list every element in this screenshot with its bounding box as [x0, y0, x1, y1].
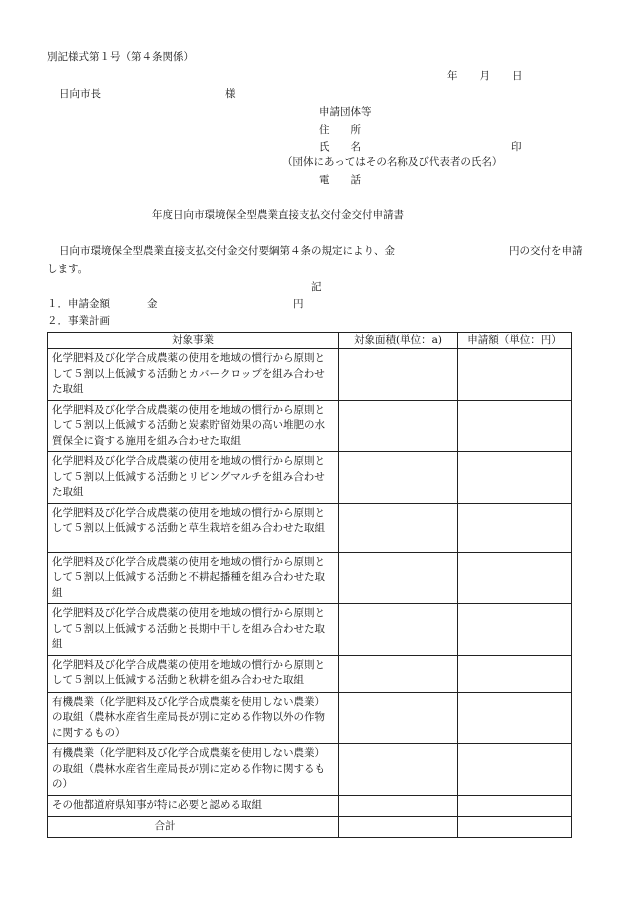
table-total-row — [48, 816, 572, 837]
row-amount-cell[interactable] — [458, 400, 572, 452]
total-label: 合計 — [48, 816, 339, 837]
ki-heading: 記 — [311, 281, 322, 293]
row-area-cell[interactable] — [339, 604, 458, 656]
row-amount-cell[interactable] — [458, 604, 572, 656]
row-amount-cell[interactable] — [458, 655, 572, 692]
date-year: 年 — [447, 70, 458, 82]
row-item-label: 化学肥料及び化学合成農薬の使用を地域の慣行から原則として５割以上低減する活動と不耕起播種を組み合わせた取組 — [48, 552, 339, 604]
row-area-cell[interactable] — [339, 692, 458, 744]
applicant-note: （団体にあってはその名称及び代表者の氏名） — [282, 156, 503, 168]
row-area-cell[interactable] — [339, 452, 458, 504]
document-title: 年度日向市環境保全型農業直接支払交付金交付申請書 — [152, 209, 404, 221]
applicant-address-label: 住 所 — [319, 124, 361, 136]
row-area-cell[interactable] — [339, 400, 458, 452]
table-row — [48, 744, 572, 796]
form-number: 別記様式第１号（第４条関係） — [47, 51, 194, 63]
table-row — [48, 452, 572, 504]
row-area-cell[interactable] — [339, 349, 458, 401]
row-item-label: 有機農業（化学肥料及び化学合成農薬を使用しない農業）の取組（農林水産省生産局長が別に定める作物に関するもの） — [48, 744, 339, 796]
table-row — [48, 349, 572, 401]
table-row — [48, 400, 572, 452]
total-area-cell[interactable] — [339, 816, 458, 837]
total-amount-cell[interactable] — [458, 816, 572, 837]
body-text-line2: します。 — [47, 263, 89, 275]
table-row — [48, 692, 572, 744]
row-amount-cell[interactable] — [458, 552, 572, 604]
row-area-cell[interactable] — [339, 503, 458, 552]
table-row — [48, 604, 572, 656]
row-area-cell[interactable] — [339, 744, 458, 796]
row-amount-cell[interactable] — [458, 452, 572, 504]
row-area-cell[interactable] — [339, 795, 458, 816]
row-item-label: 化学肥料及び化学合成農薬の使用を地域の慣行から原則として５割以上低減する活動とリビングマルチを組み合わせた取組 — [48, 452, 339, 504]
row-area-cell[interactable] — [339, 552, 458, 604]
table-row — [48, 552, 572, 604]
row-item-label: 化学肥料及び化学合成農薬の使用を地域の慣行から原則として５割以上低減する活動と草生栽培を組み合わせた取組 — [48, 503, 339, 552]
row-item-label: 有機農業（化学肥料及び化学合成農薬を使用しない農業）の取組（農林水産省生産局長が別に定める作物以外の作物に関するもの） — [48, 692, 339, 744]
applicant-name-label: 氏 名 — [319, 141, 361, 153]
row-item-label: 化学肥料及び化学合成農薬の使用を地域の慣行から原則として５割以上低減する活動と炭素貯留効果の高い堆肥の水質保全に資する施用を組み合わせた取組 — [48, 400, 339, 452]
table-row — [48, 795, 572, 816]
addressee-name: 日向市長 — [59, 88, 101, 100]
section1-kin: 金 — [147, 298, 158, 310]
table-row — [48, 503, 572, 552]
header-target-area: 対象面積(単位：a) — [339, 333, 458, 349]
row-item-label: 化学肥料及び化学合成農薬の使用を地域の慣行から原則として５割以上低減する活動と秋耕を組み合わせた取組 — [48, 655, 339, 692]
row-amount-cell[interactable] — [458, 692, 572, 744]
project-plan-table — [47, 332, 572, 838]
date-month: 月 — [479, 70, 490, 82]
table-row — [48, 655, 572, 692]
row-item-label: その他都道府県知事が特に必要と認める取組 — [48, 795, 339, 816]
row-amount-cell[interactable] — [458, 744, 572, 796]
body-text-line1-a: 日向市環境保全型農業直接支払交付金交付要綱第４条の規定により、金 — [59, 245, 395, 257]
body-text-line1-b: 円の交付を申請 — [509, 245, 583, 257]
date-day: 日 — [512, 70, 523, 82]
header-target-project: 対象事業 — [48, 333, 339, 349]
date-line — [447, 71, 523, 82]
seal-mark: 印 — [511, 141, 522, 153]
row-amount-cell[interactable] — [458, 349, 572, 401]
row-amount-cell[interactable] — [458, 503, 572, 552]
addressee-honorific: 様 — [225, 88, 236, 100]
applicant-group-label: 申請団体等 — [319, 106, 372, 118]
row-amount-cell[interactable] — [458, 795, 572, 816]
table-header-row — [48, 333, 572, 349]
applicant-phone-label: 電 話 — [319, 174, 361, 186]
row-item-label: 化学肥料及び化学合成農薬の使用を地域の慣行から原則として５割以上低減する活動とカバークロップを組み合わせた取組 — [48, 349, 339, 401]
section1-yen: 円 — [293, 298, 304, 310]
row-area-cell[interactable] — [339, 655, 458, 692]
section1-label: １．申請金額 — [47, 298, 110, 310]
header-requested-amount: 申請額（単位：円） — [458, 333, 572, 349]
row-item-label: 化学肥料及び化学合成農薬の使用を地域の慣行から原則として５割以上低減する活動と長期中干しを組み合わせた取組 — [48, 604, 339, 656]
section2-label: ２．事業計画 — [47, 315, 110, 327]
